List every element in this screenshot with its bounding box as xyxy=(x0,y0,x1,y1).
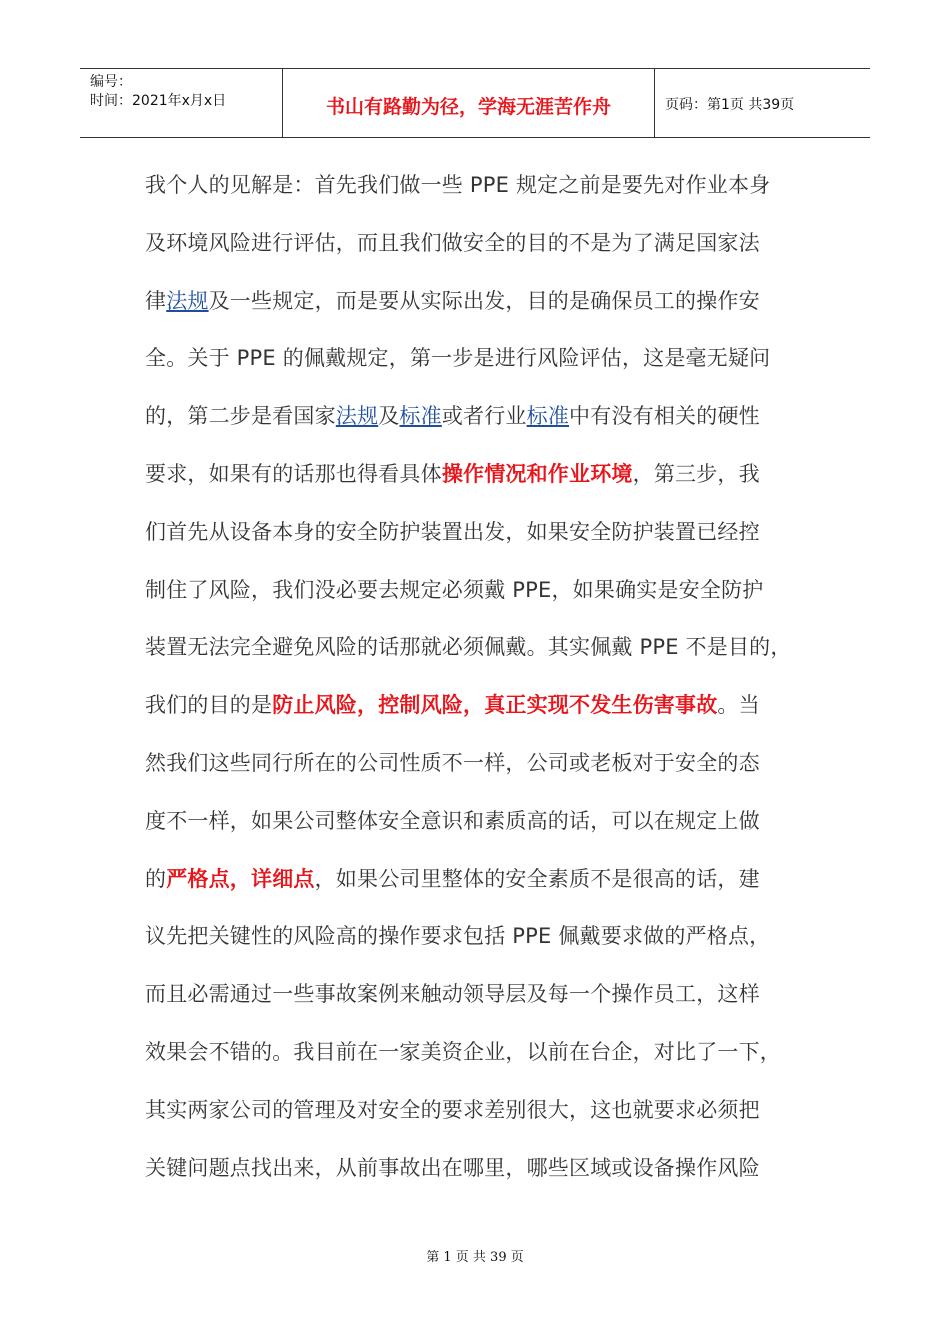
text-line: 全。关于 PPE 的佩戴规定，第一步是进行风险评估，这是毫无疑问 xyxy=(145,346,771,371)
highlighted-text: 严格点，详细点 xyxy=(166,866,315,891)
text-line xyxy=(145,446,825,504)
page-header xyxy=(80,68,870,138)
text-line: 及环境风险进行评估，而且我们做安全的目的不是为了满足国家法 xyxy=(145,230,760,255)
text-line: 装置无法完全避免风险的话那就必须佩戴。其实佩戴 PPE 不是目的， xyxy=(145,635,792,660)
document-number-label: 编号： xyxy=(90,74,132,90)
text-line: 们首先从设备本身的安全防护装置出发，如果安全防护装置已经控 xyxy=(145,519,760,544)
text-line: 然我们这些同行所在的公司性质不一样，公司或老板对于安全的态 xyxy=(145,750,760,775)
highlighted-text: 防止风险，控制风险，真正实现不发生伤害事故 xyxy=(272,693,718,718)
text-span: 中有没有相关的硬性 xyxy=(569,404,760,429)
page-info-text: 页码：第1页 共39页 xyxy=(665,97,795,113)
text-line xyxy=(145,677,825,735)
highlighted-text: 操作情况和作业环境 xyxy=(441,461,633,486)
text-line: 制住了风险，我们没必要去规定必须戴 PPE，如果确实是安全防护 xyxy=(145,577,764,602)
standards-link[interactable]: 标准 xyxy=(526,404,570,429)
text-line: 我个人的见解是：首先我们做一些 PPE 规定之前是要先对作业本身 xyxy=(145,173,771,197)
text-line: 其实两家公司的管理及对安全的要求差别很大，这也就要求必须把 xyxy=(145,1097,760,1122)
text-span: 的 xyxy=(145,866,167,891)
text-span: 要求，如果有的话那也得看具体 xyxy=(145,461,442,486)
motto-text: 书山有路勤为径，学海无涯苦作舟 xyxy=(325,95,611,118)
regulations-link[interactable]: 法规 xyxy=(335,404,379,429)
footer-page-number: 第 1 页 共 39 页 xyxy=(426,1250,524,1265)
text-span: 及一些规定，而是要从实际出发，目的是确保员工的操作安 xyxy=(208,288,760,313)
text-line: 而且必需通过一些事故案例来触动领导层及每一个操作员工，这样 xyxy=(145,982,760,1007)
text-span: 。当 xyxy=(717,693,760,718)
text-line xyxy=(145,388,825,446)
text-span: 的，第二步是看国家 xyxy=(145,404,336,429)
text-line: 关键问题点找出来，从前事故出在哪里，哪些区域或设备操作风险 xyxy=(145,1155,760,1180)
text-line: 效果会不错的。我目前在一家美资企业，以前在台企，对比了一下， xyxy=(145,1039,781,1064)
text-span: 及 xyxy=(378,404,400,429)
text-span: 我们的目的是 xyxy=(145,693,273,718)
document-body xyxy=(145,157,825,1197)
page-footer xyxy=(0,1246,950,1265)
text-line xyxy=(145,273,825,331)
standards-link[interactable]: 标准 xyxy=(399,404,442,429)
text-span: 律 xyxy=(145,288,167,313)
text-line: 度不一样，如果公司整体安全意识和素质高的话，可以在规定上做 xyxy=(145,808,760,833)
header-motto xyxy=(283,69,655,137)
text-span: ，如果公司里整体的安全素质不是很高的话，建 xyxy=(314,866,760,891)
text-line xyxy=(145,851,825,909)
header-left-cell xyxy=(80,69,283,137)
text-span: 或者行业 xyxy=(441,404,527,429)
text-span: ，第三步，我 xyxy=(632,461,760,486)
regulations-link[interactable]: 法规 xyxy=(166,288,209,313)
text-line: 议先把关键性的风险高的操作要求包括 PPE 佩戴要求做的严格点， xyxy=(145,924,771,949)
document-date: 时间：2021年x月x日 xyxy=(90,93,227,109)
header-page-info xyxy=(655,69,870,137)
